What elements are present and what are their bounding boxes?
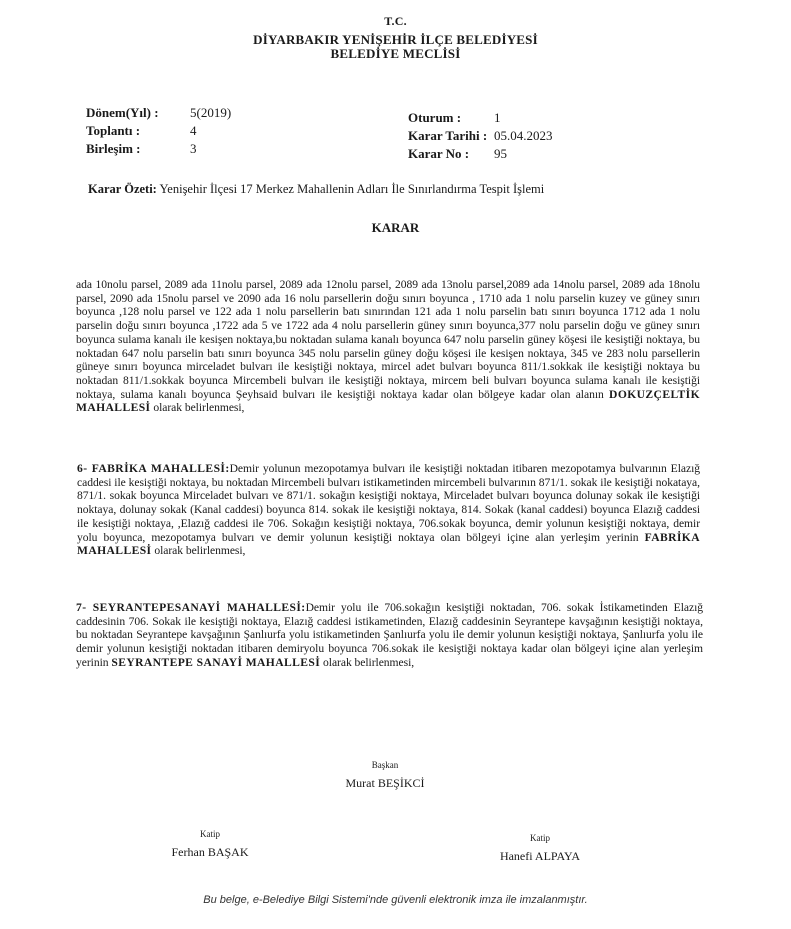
meta-row-sitting: [408, 109, 553, 127]
signature-name: Murat BEŞİKCİ: [345, 776, 425, 790]
meta-label: Birleşim :: [86, 141, 141, 156]
paragraph-tail: olarak belirlenmesi,: [323, 655, 415, 669]
signature-name: Hanefi ALPAYA: [499, 849, 581, 863]
meta-label: Toplantı :: [86, 123, 141, 138]
paragraph-text: Demir yolu ile 706.sokağın kesiştiği noktadan, 706. sokak İstikametinden Elazığ caddesinin 706. Sokak ile kesiştiği noktaya, Elazığ caddesi istikametinden, Elazığ caddesinin Seyrantepe kavşağının kesiştiği noktaya, bu noktadan Seyrantepe kavşağının Şanlıurfa yolu istikametinden Şanlıurfa yolu ile demir yolunun kesiştiği noktaya, Şanlıurfa yolu ile demir yolunun kesiştiği noktadan itibaren demiryolu boyunca 706.sokak ile kesiştiği noktaya kadar olan bölgeyi içine alan yerleşim yerinin: [76, 601, 703, 669]
header-country: T.C.: [384, 14, 407, 28]
signature-chairman: [320, 760, 450, 791]
header-council: BELEDİYE MECLİSİ: [330, 46, 461, 61]
meta-row-session: [86, 140, 231, 158]
signature-role: Katip: [200, 829, 220, 839]
meta-row-meeting: [86, 122, 231, 140]
meta-label: Karar Tarihi :: [408, 128, 488, 143]
summary-text: Yenişehir İlçesi 17 Merkez Mahallenin Adları İle Sınırlandırma Tespit İşlemi: [159, 182, 545, 196]
signature-role: Başkan: [371, 760, 399, 770]
meta-row-decision-no: [408, 145, 553, 163]
meta-right-block: [408, 109, 553, 163]
neighborhood-name: DOKUZÇELTİK MAHALLESİ: [76, 387, 700, 415]
meta-row-decision-date: [408, 127, 553, 145]
meta-value: 1: [494, 110, 501, 125]
section-heading: 6- FABRİKA MAHALLESİ:: [77, 462, 230, 475]
meta-left-block: [86, 104, 231, 158]
paragraph-tail: olarak belirlenmesi,: [153, 401, 245, 415]
signature-role: Katip: [530, 833, 550, 843]
paragraph-text: ada 10nolu parsel, 2089 ada 11nolu parsel, 2089 ada 12nolu parsel, 2089 ada 13nolu parsel,2089 ada 14nolu parsel, 2089 ada 18nolu parsel, 2090 ada 15nolu parsel ve 2090 ada 16 nolu parsellerin doğu sınırı boyunca , 1710 ada 1 nolu parselin kuzey ve güney sınırı boyunca ,128 nolu parsel ve 122 ada 1 nolu parsellerin batı sınırından 121 ada 1 nolu parselin batı sınırı boyunca 1712 ada 1 nolu parselin doğu sınırı boyunca ,1722 ada 5 ve 1722 ada 4 nolu parsellerin güney sınırı boyunca,377 nolu parselin doğu ve güney sınırı boyunca sulama kanalı ile kesişen noktaya,bu noktadan sulama kanalı boyunca 647 nolu parselin güney köşesi ile kesiştiği noktaya, bu noktadan 647 nolu parselin batı sınırı boyunca 345 nolu parselin güney doğu köşesi ile kesişen noktaya, 345 ve 283 nolu parsellerin güneye sınırı boyunca mirceladet bulvarı ile kesiştiği noktaya, mircel adet bulvarı boyunca 811/1.sokkak ile kesiştiği noktaya bu noktadan 811/1.sokkak boyunca Mircembeli bulvarı ile kesiştiği noktaya, mircem beli bulvarı boyunca sulama kanalı ile kesiştiği noktaya, sulama kanalı boyunca Şeyhsaid bulvarı ile kesiştiği noktaya kadar olan bölgeye kadar olan alanın: [76, 278, 700, 401]
signature-clerk-1: [140, 829, 280, 860]
paragraph-seyrantepe: [76, 601, 703, 670]
meta-label: Oturum :: [408, 110, 462, 125]
decision-title: KARAR: [371, 220, 420, 235]
meta-value: 4: [190, 123, 197, 138]
signature-name: Ferhan BAŞAK: [171, 845, 249, 859]
meta-value: 05.04.2023: [494, 128, 553, 143]
paragraph-tail: olarak belirlenmesi,: [154, 544, 246, 558]
paragraph-dokuzceltik: [76, 278, 700, 415]
summary-label: Karar Özeti:: [88, 182, 157, 196]
neighborhood-name: SEYRANTEPE SANAYİ MAHALLESİ: [111, 655, 321, 669]
meta-value: 3: [190, 141, 197, 156]
meta-value: 95: [494, 146, 507, 161]
e-signature-note: Bu belge, e-Belediye Bilgi Sistemi'nde güvenli elektronik imza ile imzalanmıştır.: [203, 894, 588, 906]
meta-row-term: [86, 104, 231, 122]
paragraph-text: Demir yolunun mezopotamya bulvarı ile kesiştiği noktadan itibaren mezopotamya bulvarının Elazığ caddesi ile kesiştiği noktaya, bu noktadan Mircembeli bulvarı istikametinden mircembeli bulvarının 871/1. sokak ile kesiştiği nokataya, 871/1. sokak boyunca Mirceladet bulvarı ve 871/1. sokağın kesiştiği noktaya, Mirceladet bulvarı boyunca dolunay sokak ile kesiştiği noktaya, dolunay sokak (Kanal caddesi) boyunca 814. sokak ile kesiştiği noktaya, 814. Sokak (kanal caddesi) boyunca Elazığ caddesi ile kesiştiği noktaya, ,Elazığ caddesi ile 706. Sokağın kesiştiği noktaya, 706.sokak boyunca, demir yolunun kesiştiği noktaya, demir yolu boyunca, mezopotamya bulvarı ve demir yolunun kesiştiği noktaya olan bölgeyi içine alan yerleşim yerinin: [77, 462, 700, 544]
paragraph-fabrika: [77, 462, 700, 558]
meta-value: 5(2019): [190, 105, 232, 120]
decision-summary: [88, 182, 768, 197]
meta-label: Dönem(Yıl) :: [86, 105, 159, 120]
neighborhood-name: FABRİKA MAHALLESİ: [77, 530, 700, 558]
section-heading: 7- SEYRANTEPESANAYİ MAHALLESİ:: [76, 601, 306, 614]
header-municipality: DİYARBAKIR YENİŞEHİR İLÇE BELEDİYESİ: [253, 32, 538, 47]
meta-label: Karar No :: [408, 146, 470, 161]
signature-clerk-2: [470, 833, 610, 864]
